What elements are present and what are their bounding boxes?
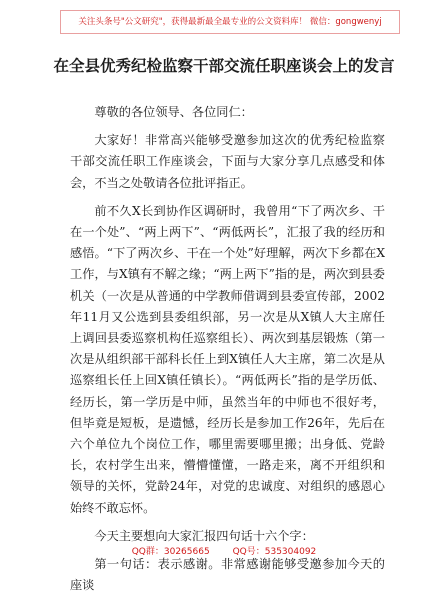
qq-group-text: QQ群：30265665 [131, 547, 210, 557]
promo-banner: 关注头条号"公文研究"，获得最新最全最专业的公文资料库！ 微信：gongwenyj [60, 10, 400, 34]
paragraph-3: 今天主要想向大家汇报四句话十六个字： [94, 528, 314, 543]
salutation: 尊敬的各位领导、各位同仁： [94, 105, 253, 119]
page-title: 在全县优秀纪检监察干部交流任职座谈会上的发言 [53, 57, 395, 75]
paragraph-1: 大家好！非常高兴能够受邀参加这次的优秀纪检监察干部交流任职工作座谈会，下面与大家分享几点感受和体会，不当之处敬请各位批评指正。 [70, 133, 385, 190]
document-body [70, 102, 385, 596]
contact-footer [0, 544, 448, 557]
paragraph-4: 第一句话：表示感谢。非常感谢能够受邀参加今天的座谈 [70, 557, 385, 593]
qq-number-text: QQ号：535304092 [232, 547, 317, 557]
paragraph-2: 前不久X长到协作区调研时，我曾用“下了两次乡、干在一个处”、“两上两下”、“两低两长”，汇报了我的经历和感悟。“下了两次乡、干在一个处”好理解，两次下乡都在X工作，与X镇有不解之缘；“两上两下”指的是，两次到县委机关（一次是从普通的中学教师借调到县委宣传部，2002年11月又公选到县委组织部，另一次是从X镇人大主席任上调回县委巡察机构任巡察组长）、两次到基层锻炼（第一次是从组织部干部科长任上到X镇任人大主席，第二次是从巡察组长任上回X镇任镇长）。“两低两长”指的是学历低、经历长，第一学历是中师，虽然当年的中师也不很好考，但毕竟是短板，是遗憾，经历长是参加工作26年，先后在六个单位九个岗位工作，哪里需要哪里搬；出身低、党龄长，农村学生出来，懵懵懂懂，一路走来，离不开组织和领导的关怀，党龄24年，对党的忠诚度、对组织的感恩心始终不敢忘怀。 [70, 203, 385, 515]
